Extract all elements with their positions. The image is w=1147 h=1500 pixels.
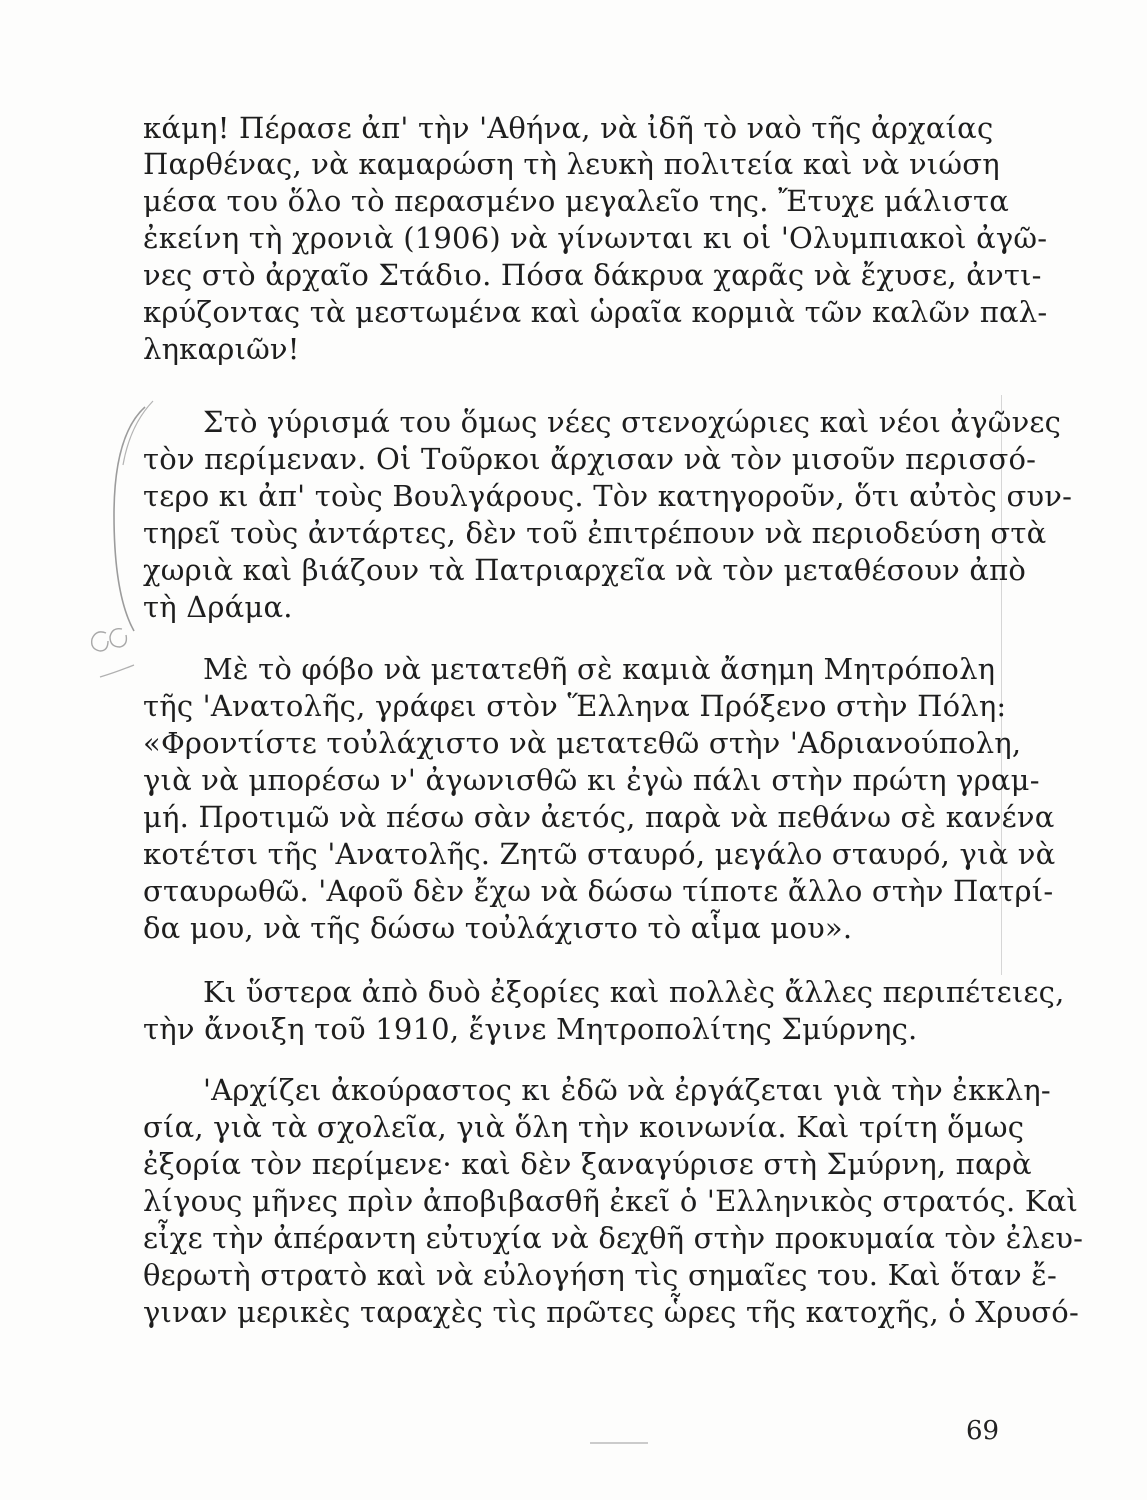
text-line: λίγους μῆνες πρὶν ἀποβιβασθῆ ἐκεῖ ὁ 'Ελληνικὸς στρατός. Καὶ (143, 1184, 1079, 1218)
text-line: μέσα του ὅλο τὸ περασμένο μεγαλεῖο της. Ἔτυχε μάλιστα (143, 184, 1010, 218)
text-line: γιὰ νὰ μπορέσω ν' ἀγωνισθῶ κι ἐγὼ πάλι στὴν πρώτη γραμ- (143, 763, 1040, 797)
text-line: «Φροντίστε τοὐλάχιστο νὰ μετατεθῶ στὴν 'Αδριανούπολη, (143, 726, 1022, 760)
text-line: εἶχε τὴν ἀπέραντη εὐτυχία νὰ δεχθῆ στὴν προκυμαία τὸν ἐλευ- (143, 1221, 1084, 1255)
text-line: χωριὰ καὶ βιάζουν τὰ Πατριαρχεῖα νὰ τὸν μεταθέσουν ἀπὸ (143, 553, 1027, 587)
text-line: τῆς 'Ανατολῆς, γράφει στὸν Ἕλληνα Πρόξενο στὴν Πόλη: (143, 689, 1007, 723)
text-line: γιναν μερικὲς ταραχὲς τὶς πρῶτες ὧρες τῆς κατοχῆς, ὁ Χρυσό- (143, 1295, 1079, 1329)
text-line: κοτέτσι τῆς 'Ανατολῆς. Ζητῶ σταυρό, μεγάλο σταυρό, γιὰ νὰ (143, 837, 1056, 871)
text-line: τερο κι ἀπ' τοὺς Βουλγάρους. Τὸν κατηγοροῦν, ὅτι αὐτὸς συν- (143, 479, 1073, 513)
text-line: δα μου, νὰ τῆς δώσω τοὐλάχιστο τὸ αἷμα μου». (143, 911, 853, 945)
text-line: ἐκείνη τὴ χρονιὰ (1906) νὰ γίνωνται κι οἱ 'Ολυμπιακοὶ ἀγῶ- (143, 221, 1048, 255)
text-line: κρύζοντας τὰ μεστωμένα καὶ ὡραῖα κορμιὰ τῶν καλῶν παλ- (143, 295, 1048, 329)
text-line: σταυρωθῶ. 'Αφοῦ δὲν ἔχω νὰ δώσω τίποτε ἄλλο στὴν Πατρί- (143, 874, 1054, 908)
text-line: Μὲ τὸ φόβο νὰ μετατεθῆ σὲ καμιὰ ἄσημη Μητρόπολη (203, 652, 996, 686)
text-line: μή. Προτιμῶ νὰ πέσω σὰν ἀετός, παρὰ νὰ πεθάνω σὲ κανένα (143, 800, 1055, 834)
print-smudge (590, 1442, 648, 1444)
text-line: τὴ Δράμα. (143, 590, 293, 624)
text-line: σία, γιὰ τὰ σχολεῖα, γιὰ ὅλη τὴν κοινωνία. Καὶ τρίτη ὅμως (143, 1110, 1025, 1144)
text-line: ληκαριῶν! (143, 332, 300, 366)
text-line: τηρεῖ τοὺς ἀντάρτες, δὲν τοῦ ἐπιτρέπουν νὰ περιοδεύση στὰ (143, 516, 1047, 550)
text-line: Στὸ γύρισμά του ὅμως νέες στενοχώριες καὶ νέοι ἀγῶνες (203, 405, 1062, 439)
text-line: θερωτὴ στρατὸ καὶ νὰ εὐλογήση τὶς σημαῖες του. Καὶ ὅταν ἔ- (143, 1258, 1057, 1292)
text-line: τὴν ἄνοιξη τοῦ 1910, ἔγινε Μητροπολίτης Σμύρνης. (143, 1012, 918, 1046)
page-number: 69 (966, 1416, 1000, 1446)
text-line: 'Αρχίζει ἀκούραστος κι ἐδῶ νὰ ἐργάζεται γιὰ τὴν ἐκκλη- (203, 1073, 1051, 1107)
text-line: κάμη! Πέρασε ἀπ' τὴν 'Αθήνα, νὰ ἰδῆ τὸ ναὸ τῆς ἀρχαίας (143, 111, 994, 145)
text-line: ἐξορία τὸν περίμενε· καὶ δὲν ξαναγύρισε στὴ Σμύρνη, παρὰ (143, 1147, 1032, 1181)
text-line: Παρθένας, νὰ καμαρώση τὴ λευκὴ πολιτεία καὶ νὰ νιώση (143, 147, 1000, 181)
text-line: νες στὸ ἀρχαῖο Στάδιο. Πόσα δάκρυα χαρᾶς νὰ ἔχυσε, ἀντι- (143, 258, 1042, 292)
text-line: Κι ὕστερα ἀπὸ δυὸ ἐξορίες καὶ πολλὲς ἄλλες περιπέτειες, (203, 975, 1065, 1009)
text-line: τὸν περίμεναν. Οἱ Τοῦρκοι ἄρχισαν νὰ τὸν μισοῦν περισσό- (143, 442, 1037, 476)
